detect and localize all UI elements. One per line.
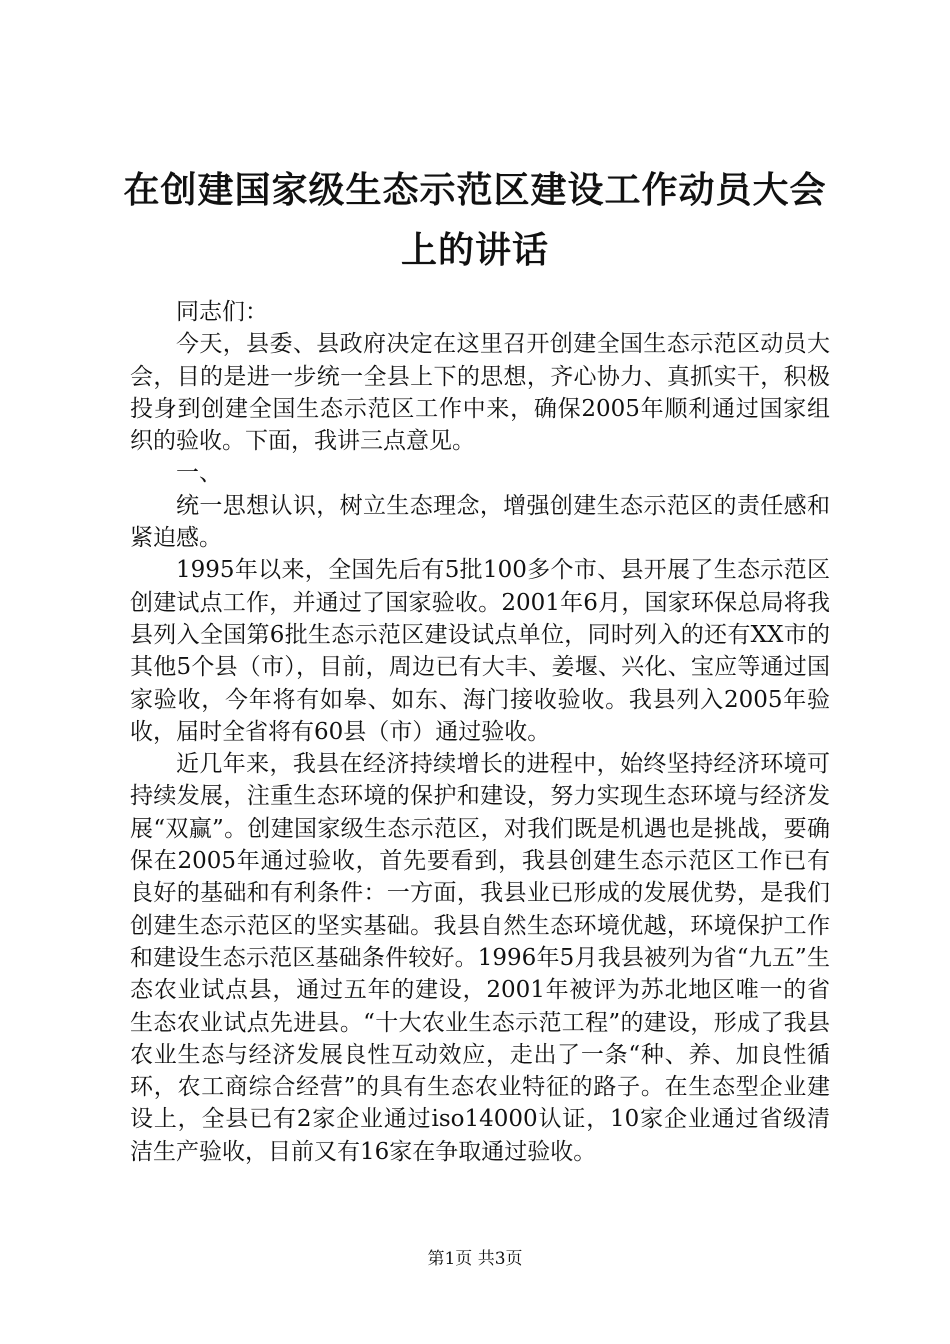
document-body [130,296,830,1168]
paragraph-history: 1995年以来，全国先后有5批100多个市、县开展了生态示范区创建试点工作，并通过了国家验收。2001年6月，国家环保总局将我县列入全国第6批生态示范区建设试点单位，同时列入的还有XX市的其他5个县（市），目前，周边已有大丰、姜堰、兴化、宝应等通过国家验收，今年将有如皋、如东、海门接收验收。我县列入2005年验收，届时全省将有60县（市）通过验收。 [130,557,830,745]
paragraph-salutation: 同志们： [176,299,268,325]
section-number: 一、 [176,460,222,487]
section-heading: 统一思想认识，树立生态理念，增强创建生态示范区的责任感和紧迫感。 [130,492,830,552]
paragraph-intro: 今天，县委、县政府决定在这里召开创建全国生态示范区动员大会，目的是进一步统一全县上下的思想，齐心协力、真抓实干，积极投身到创建全国生态示范区工作中来，确保2005年顺利通过国家组织的验收。下面，我讲三点意见。 [130,331,830,455]
paragraph-progress: 近几年来，我县在经济持续增长的进程中，始终坚持经济环境可持续发展，注重生态环境的保护和建设，努力实现生态环境与经济发展“双赢”。创建国家级生态示范区，对我们既是机遇也是挑战，要确保在2005年通过验收，首先要看到，我县创建生态示范区工作已有良好的基础和有利条件：一方面，我县业已形成的发展优势，是我们创建生态示范区的坚实基础。我县自然生态环境优越，环境保护工作和建设生态示范区基础条件较好。1996年5月我县被列为省“九五”生态农业试点县，通过五年的建设，2001年被评为苏北地区唯一的省生态农业试点先进县。“十大农业生态示范工程”的建设，形成了我县农业生态与经济发展良性互动效应，走出了一条“种、养、加良性循环，农工商综合经营”的具有生态农业特征的路子。在生态型企业建设上，全县已有2家企业通过iso14000认证，10家企业通过省级清洁生产验收，目前又有16家在争取通过验收。 [130,751,830,1165]
page-footer: 第1页 共3页 [427,1249,523,1269]
document-title: 在创建国家级生态示范区建设工作动员大会上的讲话 [123,169,827,271]
